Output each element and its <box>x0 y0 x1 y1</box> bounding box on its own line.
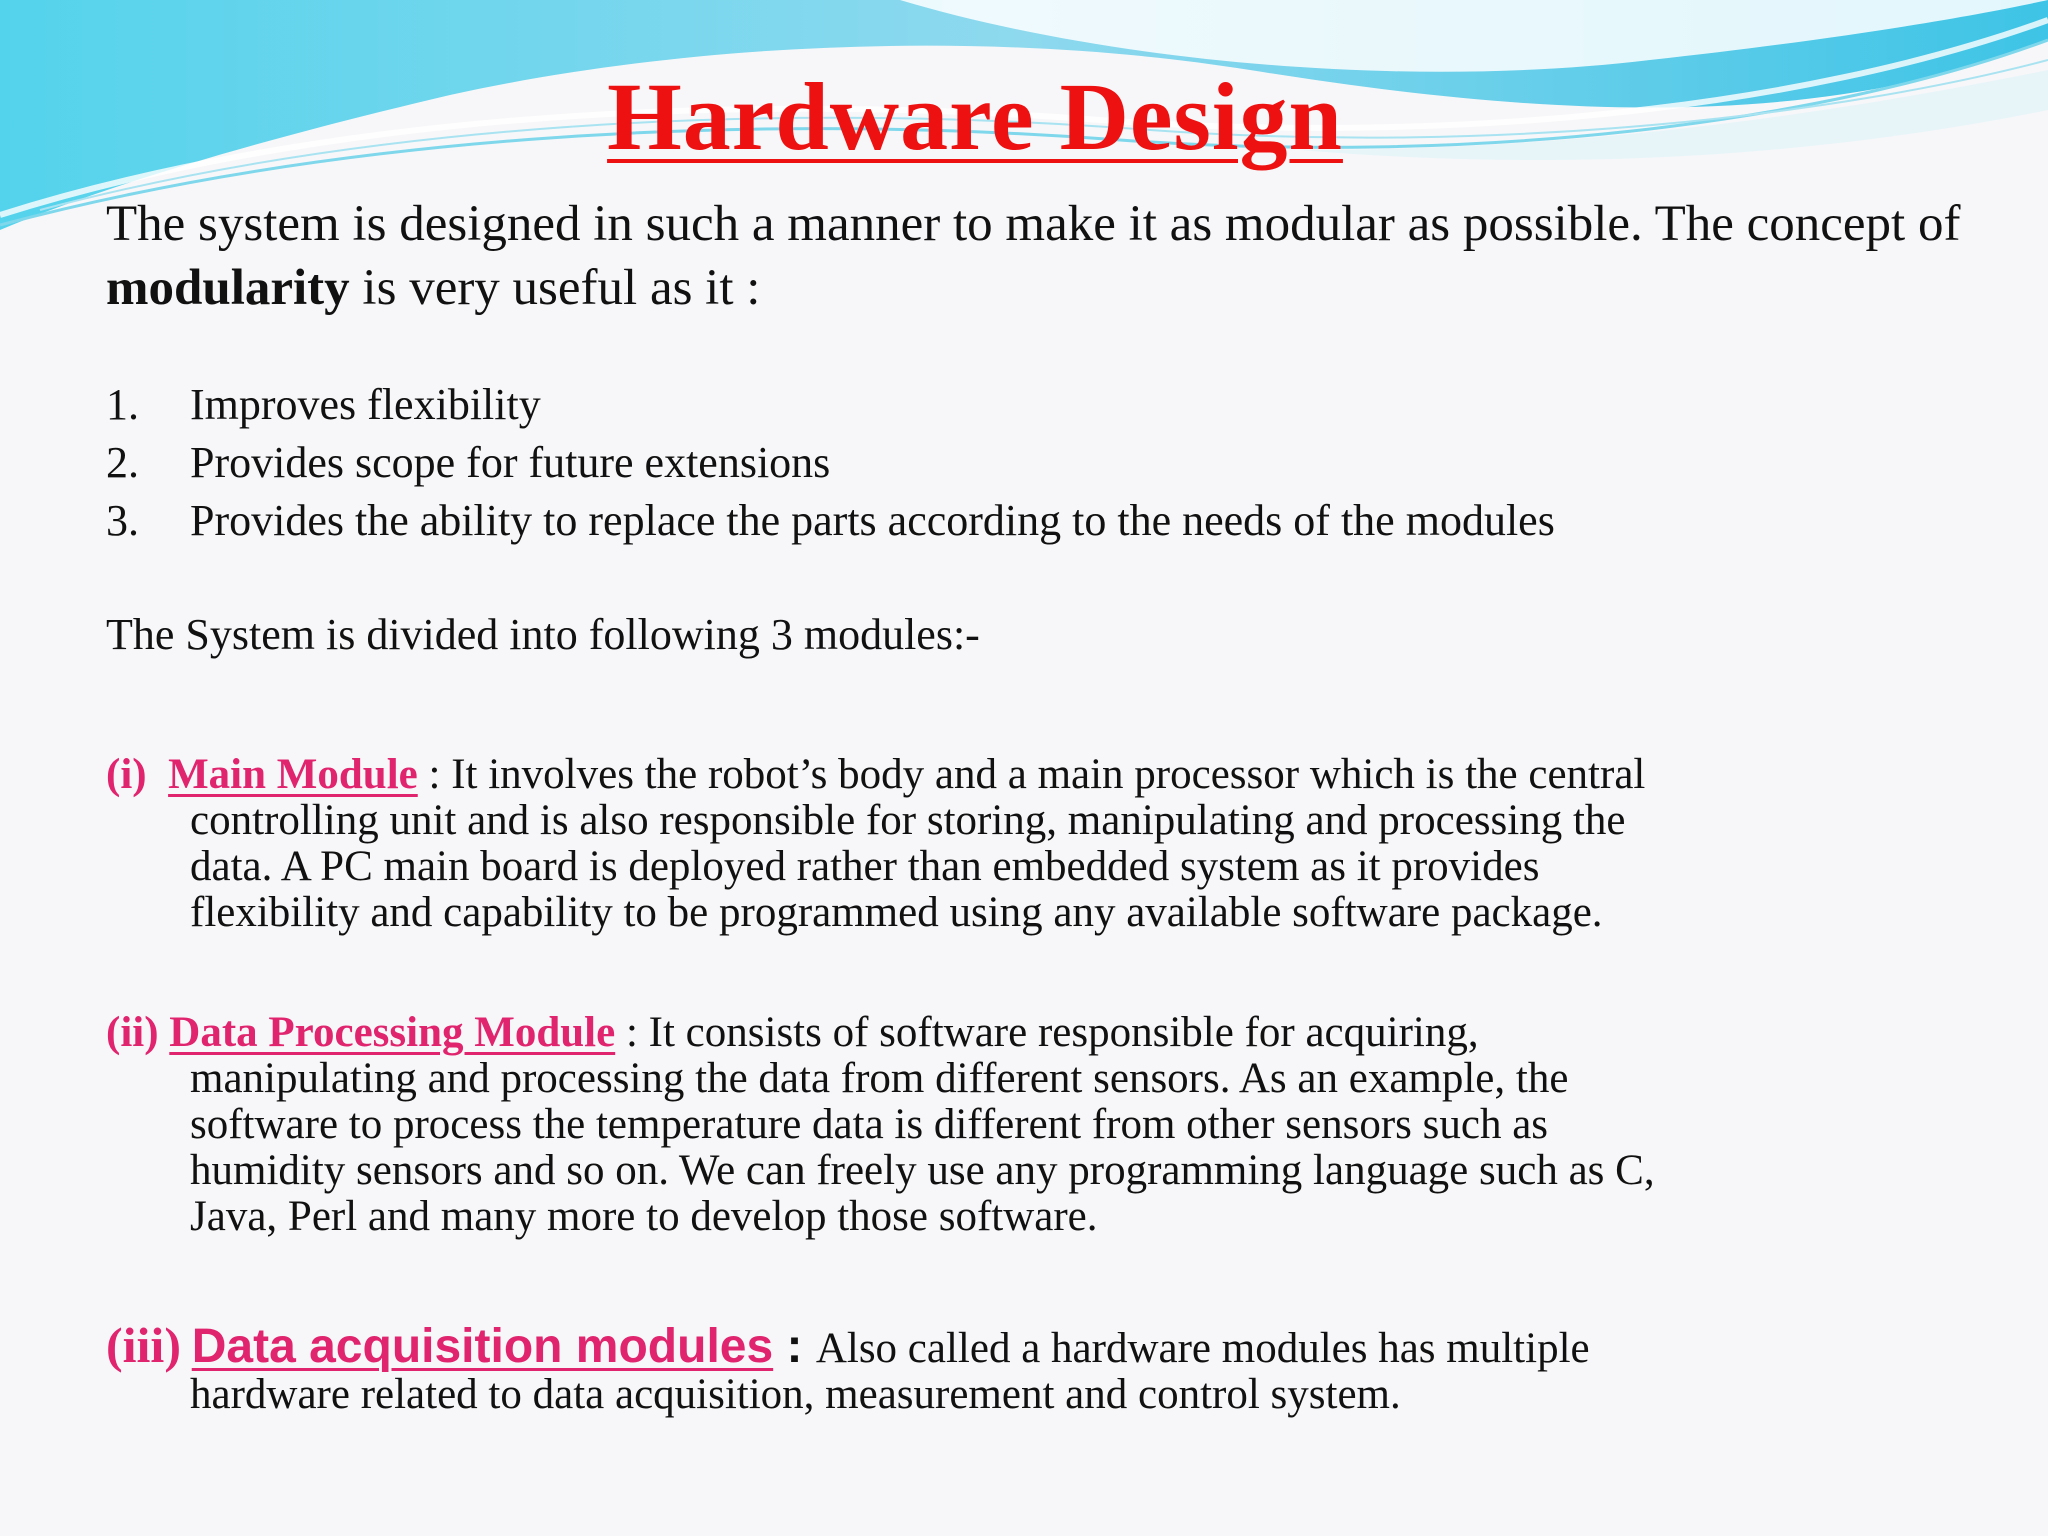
list-item-number: 2. <box>106 438 139 487</box>
module-description: It consists of software responsible for acquiring, <box>648 1009 1479 1056</box>
module-first-line <box>106 752 2006 798</box>
modules-intro: The System is divided into following 3 modules:- <box>106 610 980 659</box>
module-separator: : <box>615 1009 649 1056</box>
list-item <box>106 492 1986 550</box>
intro-paragraph <box>106 192 1986 320</box>
module-marker: (iii) <box>106 1317 181 1373</box>
list-item <box>106 376 1986 434</box>
module-name: Data Processing Module <box>169 1009 616 1056</box>
list-item <box>106 434 1986 492</box>
benefits-list <box>106 376 1986 550</box>
list-item-number: 3. <box>106 496 139 545</box>
module-first-line <box>106 1010 2006 1056</box>
module-main <box>106 752 2006 936</box>
intro-bold-term: modularity <box>106 260 350 316</box>
list-item-text: Improves flexibility <box>190 380 541 429</box>
module-description-line: humidity sensors and so on. We can freely use any programming language such as C, <box>190 1147 1655 1194</box>
module-description-line: controlling unit and is also responsible for storing, manipulating and processing the <box>190 797 1626 844</box>
list-item-text: Provides scope for future extensions <box>190 438 831 487</box>
module-separator: : <box>773 1320 816 1373</box>
module-name: Main Module <box>168 751 418 798</box>
slide-title: Hardware Design <box>607 63 1343 170</box>
intro-text-end: is very useful as it : <box>349 260 761 316</box>
module-data-processing <box>106 1010 2006 1240</box>
module-description-line: Java, Perl and many more to develop those software. <box>190 1193 1098 1240</box>
module-name: Data acquisition modules <box>191 1320 774 1373</box>
list-item-number: 1. <box>106 380 139 429</box>
module-description-line: flexibility and capability to be programmed using any available software package. <box>190 889 1603 936</box>
module-marker: (i) <box>106 751 147 798</box>
module-description-line: manipulating and processing the data from different sensors. As an example, the <box>190 1055 1569 1102</box>
module-description-line: hardware related to data acquisition, measurement and control system. <box>190 1371 1401 1418</box>
module-data-acquisition <box>106 1317 2006 1418</box>
module-description-line: data. A PC main board is deployed rather than embedded system as it provides <box>190 843 1540 890</box>
list-item-text: Provides the ability to replace the parts according to the needs of the modules <box>190 496 1555 545</box>
module-marker: (ii) <box>106 1009 159 1056</box>
intro-text-start: The system is designed in such a manner to make it as modular as possible. The concept of <box>106 196 1961 252</box>
module-description: Also called a hardware modules has multiple <box>815 1325 1590 1372</box>
module-first-line <box>106 1317 2006 1373</box>
module-separator: : <box>417 751 452 798</box>
module-description: It involves the robot’s body and a main processor which is the central <box>451 751 1646 798</box>
module-description-line: software to process the temperature data is different from other sensors such as <box>190 1101 1549 1148</box>
